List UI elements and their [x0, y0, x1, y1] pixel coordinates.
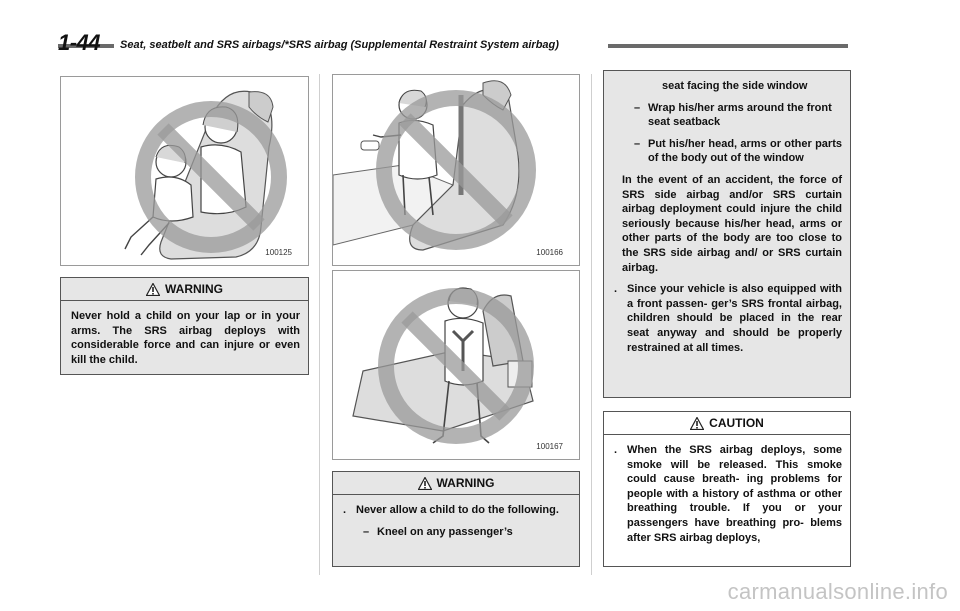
dash-mark: –	[363, 525, 370, 538]
watermark: carmanualsonline.info	[727, 579, 948, 604]
bullet-item	[614, 282, 842, 355]
dash-item	[634, 101, 842, 130]
bullet-mark: .	[614, 283, 618, 296]
caution-header	[604, 412, 850, 435]
caution-triangle-icon	[690, 417, 704, 430]
warning-triangle-icon	[418, 477, 432, 490]
child-kneeling-illustration	[333, 75, 579, 265]
bullet-item	[614, 443, 842, 545]
figure-number: 100167	[536, 442, 563, 451]
section-title: Seat, seatbelt and SRS airbags/*SRS airbag (Supplemental Restraint System airbag)	[120, 39, 559, 51]
figure-child-kneeling	[332, 74, 580, 266]
warning-header	[61, 278, 308, 301]
dash-mark: –	[634, 101, 641, 114]
dash-text: Kneel on any passenger’s	[377, 525, 513, 538]
warning-triangle-icon	[146, 283, 160, 296]
column-separator-1	[319, 74, 320, 575]
warning-text: Never hold a child on your lap or in your arms. The SRS airbag deploys with considerable force and can injure or even kill the child.	[71, 310, 300, 366]
warning-box-lap	[60, 277, 309, 375]
airbag-paragraph: In the event of an accident, the force of SRS side airbag and/or SRS curtain airbag deployment could injure the child seriously because his/her head, arms or other parts of the body are too close to the SRS side airbag and/ or SRS curtain airbag.	[622, 173, 842, 274]
bullet-text: Never allow a child to do the following.	[356, 504, 559, 516]
figure-number: 100166	[536, 248, 563, 257]
dash-continuation: seat facing the side window	[662, 80, 808, 92]
child-seatback-illustration	[333, 271, 579, 459]
bullet-mark: .	[343, 504, 347, 516]
dash-text: Put his/her head, arms or other parts of the body out of the window	[648, 137, 842, 165]
warning-continuation-box	[603, 70, 851, 398]
bullet-text: Since your vehicle is also equipped with a front passen- ger’s SRS frontal airbag, children should be placed in the rear seat anyway and should be properly restrained at all times.	[627, 283, 842, 354]
page-number: 1-44	[58, 30, 101, 55]
caution-text: When the SRS airbag deploys, some smoke will be released. This smoke could cause breath- ing problems for people with a history of asthma or other breathing trouble. If you or your passengers have breathing pro- blems after SRS airbag deploys,	[627, 444, 842, 544]
figure-child-on-lap	[60, 76, 309, 266]
warning-header	[333, 472, 579, 495]
page-header	[58, 30, 858, 60]
figure-number: 100125	[265, 248, 292, 257]
warning-label: WARNING	[436, 476, 495, 490]
bullet-mark: .	[614, 444, 618, 456]
caution-box	[603, 411, 851, 567]
dash-item	[363, 525, 571, 540]
warning-box-child-actions	[332, 471, 580, 567]
column-separator-2	[591, 74, 592, 575]
dash-text: Wrap his/her arms around the front seat seatback	[648, 101, 832, 129]
dash-mark: –	[634, 137, 641, 150]
caution-label: CAUTION	[709, 416, 764, 430]
dash-item	[634, 137, 842, 166]
bullet-item	[343, 503, 571, 518]
warning-label: WARNING	[165, 282, 223, 296]
child-on-lap-illustration	[61, 77, 308, 265]
figure-child-seatback	[332, 270, 580, 460]
